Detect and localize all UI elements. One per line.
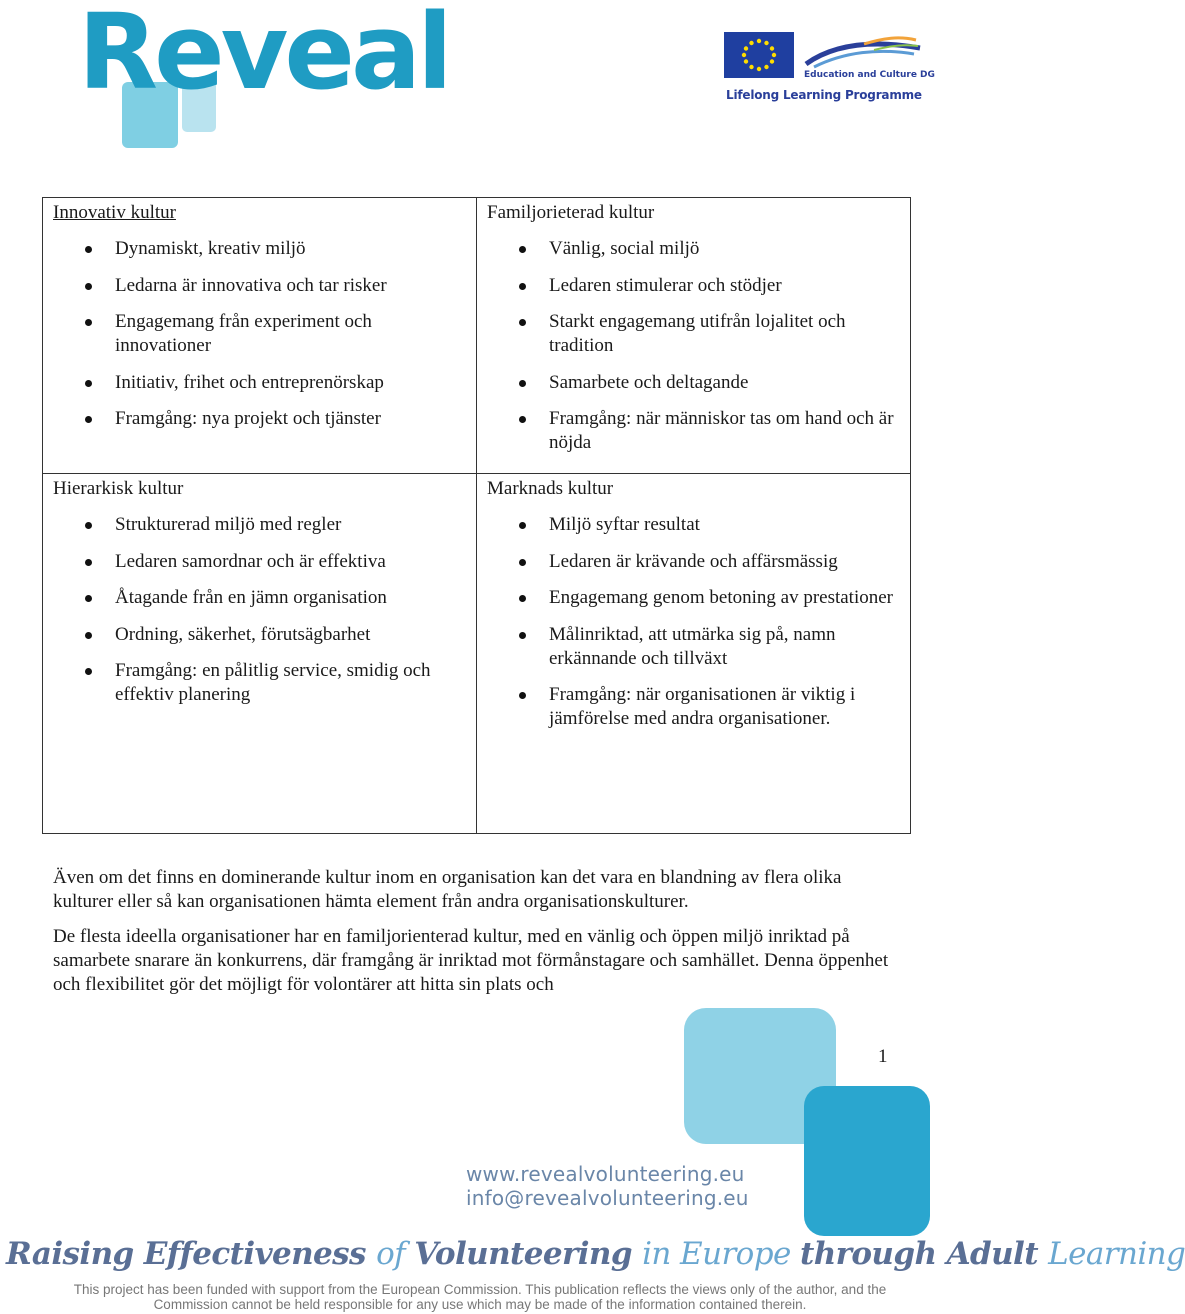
slogan-word: Volunteering	[414, 1236, 643, 1272]
list-item: Framgång: en pålitlig service, smidig och effektiv planering	[53, 659, 466, 707]
bullet-icon	[519, 522, 526, 529]
bullet-icon	[85, 283, 92, 290]
slogan-word: Europe	[680, 1236, 800, 1272]
cell-title: Familjorieterad kultur	[487, 202, 655, 223]
culture-table	[42, 197, 911, 834]
bullet-icon	[85, 632, 92, 639]
list-item: Initiativ, frihet och entreprenörskap	[53, 371, 466, 395]
list-item: Starkt engagemang utifrån lojalitet och tradition	[487, 310, 900, 358]
disclaimer-line: Commission cannot be held responsible for any use which may be made of the information contained therein.	[153, 1297, 807, 1312]
logo-wordmark: Reveal	[78, 0, 449, 113]
email-link[interactable]: info@revealvolunteering.eu	[466, 1186, 749, 1210]
bullet-icon	[519, 380, 526, 387]
list-item: Framgång: när människor tas om hand och är nöjda	[487, 407, 900, 455]
bullet-icon	[519, 595, 526, 602]
cell-title: Innovativ kultur	[53, 202, 176, 223]
eu-flag-icon	[724, 32, 794, 78]
website-link[interactable]: www.revealvolunteering.eu	[466, 1162, 745, 1186]
cell-title: Marknads kultur	[487, 478, 614, 499]
bullet-icon	[85, 595, 92, 602]
list-item: Ledarna är innovativa och tar risker	[53, 274, 466, 298]
list-item: Ledaren är krävande och affärsmässig	[487, 550, 900, 574]
bullet-icon	[519, 559, 526, 566]
list-item: Ordning, säkerhet, förutsägbarhet	[53, 623, 466, 647]
slogan-word: Adult	[946, 1236, 1049, 1272]
list-item: Ledaren stimulerar och stödjer	[487, 274, 900, 298]
page-number: 1	[878, 1046, 888, 1067]
disclaimer-line: This project has been funded with support from the European Commission. This publication reflects the views only of the author, and the	[73, 1282, 887, 1297]
slogan-word: in	[642, 1236, 681, 1272]
footer-square-dark	[804, 1086, 930, 1236]
body-paragraph: Även om det finns en dominerande kultur inom en organisation kan det vara en blandning av flera olika kulturer eller så kan organisationen hämta element från andra organisationskulturer.	[53, 867, 842, 912]
slogan-word: Learning	[1048, 1236, 1185, 1272]
list-item: Miljö syftar resultat	[487, 513, 900, 537]
bullet-icon	[519, 692, 526, 699]
list-item: Målinriktad, att utmärka sig på, namn erkännande och tillväxt	[487, 623, 900, 671]
bullet-icon	[85, 380, 92, 387]
list-item: Framgång: nya projekt och tjänster	[53, 407, 466, 431]
table-row	[43, 474, 911, 834]
dg-swoosh-icon	[804, 34, 922, 72]
bullet-icon	[85, 668, 92, 675]
bullet-icon	[85, 319, 92, 326]
eu-programme-label: Lifelong Learning Programme	[726, 88, 922, 102]
list-item: Engagemang genom betoning av prestationer	[487, 586, 900, 610]
bullet-list	[53, 513, 466, 707]
list-item: Engagemang från experiment och innovationer	[53, 310, 466, 358]
bullet-list	[487, 513, 900, 731]
slogan-word: Effectiveness	[143, 1236, 377, 1272]
list-item: Samarbete och deltagande	[487, 371, 900, 395]
cell-market-culture	[477, 474, 911, 834]
project-slogan	[6, 1236, 1185, 1272]
eu-programme-logo	[724, 32, 935, 112]
bullet-icon	[85, 522, 92, 529]
bullet-icon	[519, 246, 526, 253]
list-item: Dynamiskt, kreativ miljö	[53, 237, 466, 261]
slogan-word: Raising	[6, 1236, 144, 1272]
reveal-logo	[78, 0, 458, 154]
bullet-icon	[519, 632, 526, 639]
table-row	[43, 198, 911, 474]
bullet-icon	[85, 416, 92, 423]
list-item: Ledaren samordnar och är effektiva	[53, 550, 466, 574]
cell-title: Hierarkisk kultur	[53, 478, 184, 499]
bullet-icon	[519, 283, 526, 290]
bullet-list	[487, 237, 900, 455]
body-paragraph: De flesta ideella organisationer har en familjorienterad kultur, med en vänlig och öppen miljö inriktad på samarbete snarare än konkurrens, där framgång är inriktad mot förmånstagare och samhället. Denna öppenhet och flexibilitet gör det möjligt för volontärer att hitta sin plats och	[53, 926, 889, 995]
list-item: Åtagande från en jämn organisation	[53, 586, 466, 610]
eu-dg-label: Education and Culture DG	[804, 70, 935, 80]
bullet-icon	[519, 319, 526, 326]
bullet-icon	[519, 416, 526, 423]
list-item: Vänlig, social miljö	[487, 237, 900, 261]
slogan-word: through	[799, 1236, 947, 1272]
bullet-icon	[85, 246, 92, 253]
list-item: Framgång: när organisationen är viktig i jämförelse med andra organisationer.	[487, 683, 900, 731]
cell-family-culture	[477, 198, 911, 474]
cell-innovative-culture	[43, 198, 477, 474]
slogan-word: of	[376, 1236, 415, 1272]
cell-hierarchical-culture	[43, 474, 477, 834]
list-item: Strukturerad miljö med regler	[53, 513, 466, 537]
bullet-icon	[85, 559, 92, 566]
bullet-list	[53, 237, 466, 431]
